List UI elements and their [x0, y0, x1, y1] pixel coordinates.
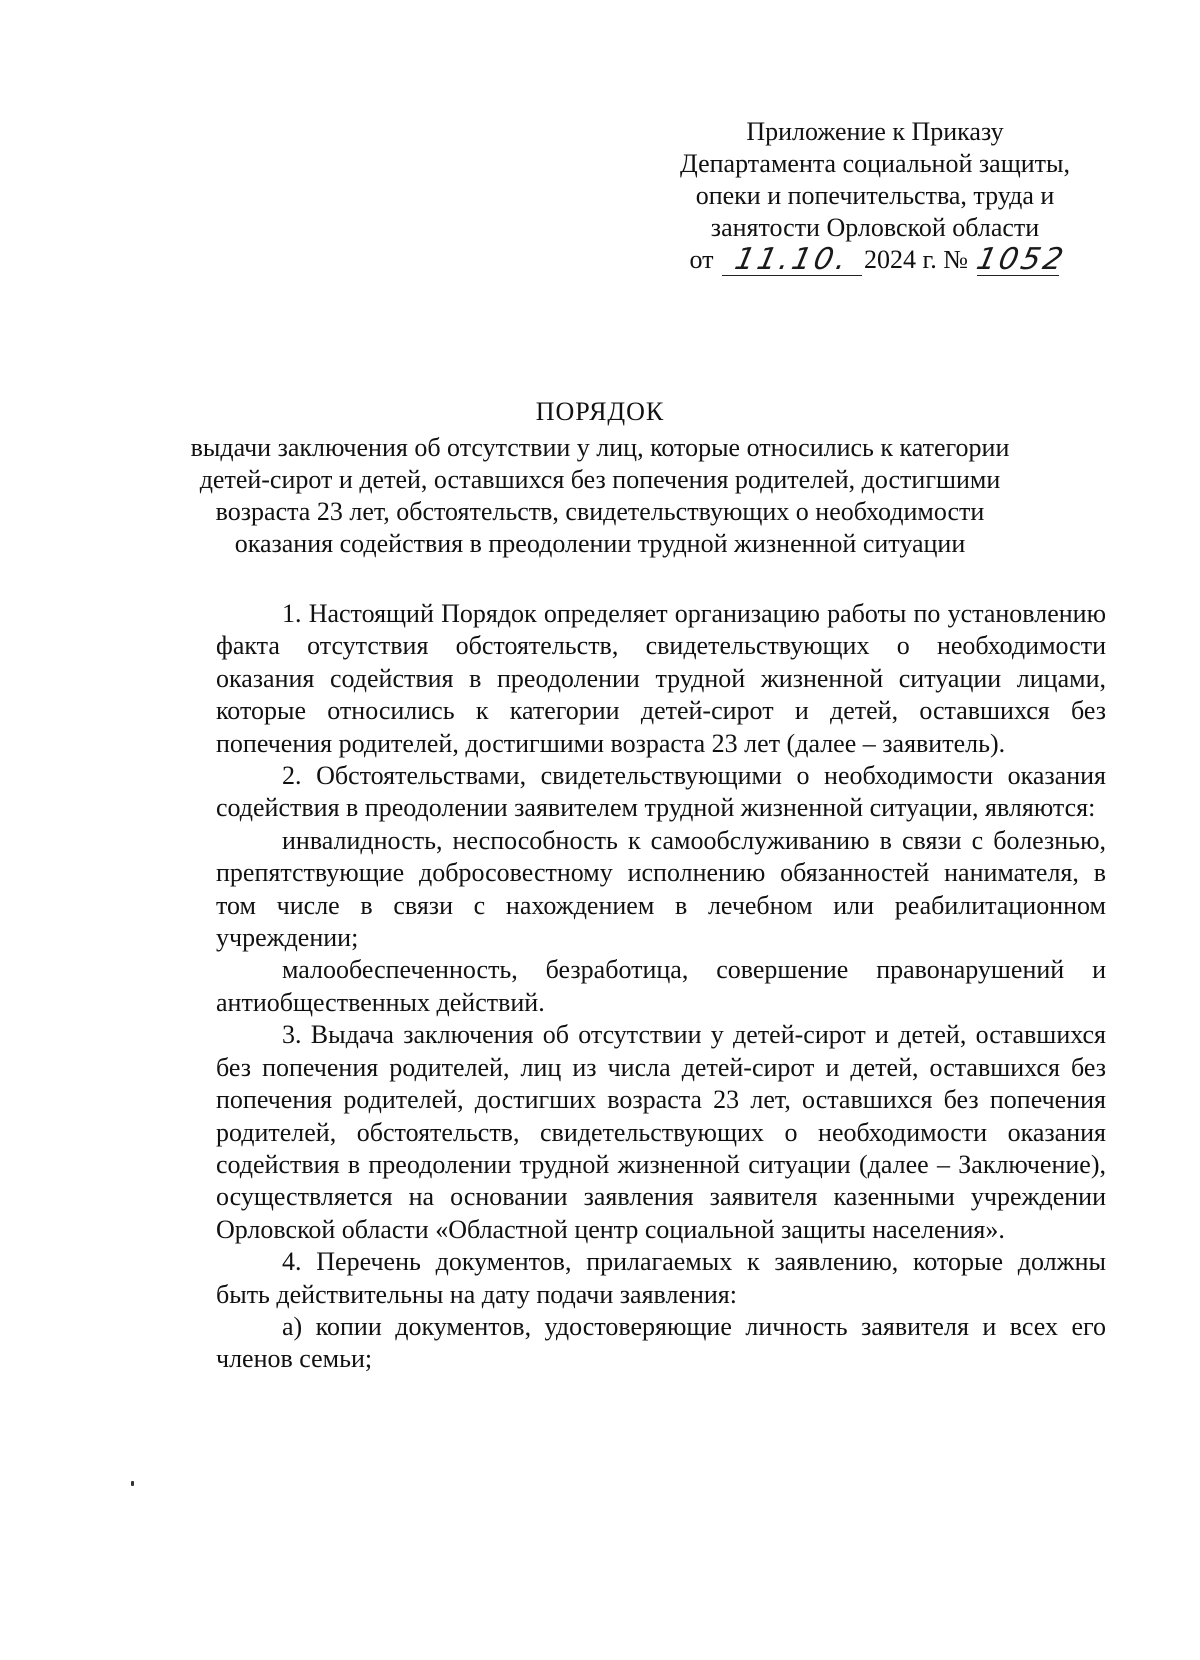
handwritten-number: 1052 [972, 242, 1069, 277]
number-blank [972, 242, 1069, 277]
paragraph-4: 4. Перечень документов, прилагаемых к заявлению, которые должны быть действительны на дату подачи заявления: [216, 1247, 1106, 1309]
document-title [0, 396, 1200, 560]
appendix-line-2: Департамента социальной защиты, [680, 149, 1070, 178]
date-blank [722, 242, 862, 277]
paragraph-2-item-low-income: малообеспеченность, безработица, совершение правонарушений и антиобщественных действий. [216, 955, 1106, 1017]
appendix-header [640, 116, 1110, 276]
paragraph-2-item-disability: инвалидность, неспособность к самообслуживанию в связи с болезнью, препятствующие добросовестному исполнению обязанностей нанимателя, в том числе в связи с нахождением в лечебном или реабилитационном учреждении; [216, 825, 1106, 953]
subtitle-line: оказания содействия в преодолении трудной жизненной ситуации [234, 529, 966, 558]
paragraph-2: 2. Обстоятельствами, свидетельствующими о необходимости оказания содействия в преодолении заявителем трудной жизненной ситуации, являются: [216, 761, 1106, 823]
date-prefix: от [689, 245, 714, 274]
year-and-number-label: 2024 г. № [863, 245, 969, 274]
subtitle-line: возраста 23 лет, обстоятельств, свидетельствующих о необходимости [215, 497, 985, 526]
order-date-line [640, 244, 1110, 276]
subtitle-line: выдачи заключения об отсутствии у лиц, которые относились к категории [190, 433, 1010, 462]
paragraph-1: 1. Настоящий Порядок определяет организацию работы по установлению факта отсутствия обстоятельств, свидетельствующих о необходимости оказания содействия в преодолении трудной жизненной ситуации лицами, которые относились к категории детей-сирот и детей, оставшихся без попечения родителей, достигшими возраста 23 лет (далее – заявитель). [216, 599, 1106, 758]
appendix-line-3: опеки и попечительства, труда и [695, 181, 1055, 210]
appendix-line-1: Приложение к Приказу [746, 117, 1004, 146]
subtitle-line: детей-сирот и детей, оставшихся без попечения родителей, достигшими [199, 465, 1001, 494]
scan-speck [131, 1481, 134, 1486]
paragraph-4-item-a: а) копии документов, удостоверяющие личность заявителя и всех его членов семьи; [216, 1311, 1106, 1374]
document-body [216, 598, 1106, 1376]
title-heading: ПОРЯДОК [535, 397, 665, 426]
appendix-line-4: занятости Орловской области [710, 213, 1040, 242]
handwritten-date: 11.10. [731, 242, 853, 277]
paragraph-3: 3. Выдача заключения об отсутствии у детей-сирот и детей, оставшихся без попечения родителей, лиц из числа детей-сирот и детей, оставшихся без попечения родителей, достигших возраста 23 лет, оставшихся без попечения родителей, обстоятельств, свидетельствующих о необходимости оказания содействия в преодолении трудной жизненной ситуации (далее – Заключение), осуществляется на основании заявления заявителя казенными учреждении Орловской области «Областной центр социальной защиты населения». [216, 1020, 1106, 1244]
